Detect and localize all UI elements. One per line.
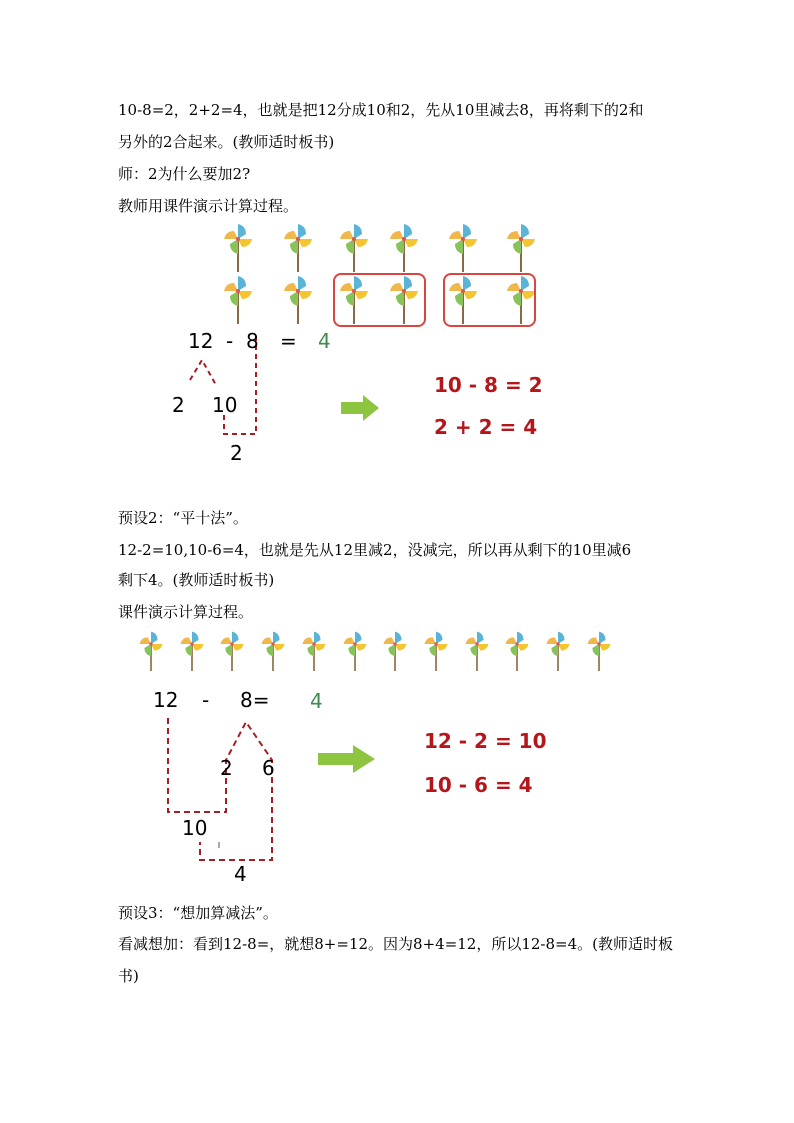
paragraph-4: 教师用课件演示计算过程。	[118, 197, 299, 215]
d1-equation-2: 2 + 2 = 4	[434, 415, 538, 439]
d2-num-8-equals: 8=	[240, 688, 270, 712]
d2-equation-1: 12 - 2 = 10	[424, 729, 547, 753]
d1-part-10: 10	[212, 393, 238, 417]
paragraph-2: 另外的2合起来。(教师适时板书)	[118, 133, 335, 151]
d2-part-2: 2	[220, 756, 233, 780]
d1-answer: 4	[318, 329, 331, 353]
d2-answer: 4	[310, 689, 323, 713]
arrow-2	[318, 745, 375, 773]
d1-equation-1: 10 - 8 = 2	[434, 373, 543, 397]
d2-minus: -	[202, 688, 210, 712]
d2-equation-2: 10 - 6 = 4	[424, 773, 533, 797]
paragraph-7: 剩下4。(教师适时板书)	[118, 571, 275, 589]
paragraph-11: 书)	[118, 967, 139, 985]
d1-num-12: 12	[188, 329, 214, 353]
d1-remainder-2: 2	[230, 441, 243, 465]
d2-num-12: 12	[153, 688, 179, 712]
paragraph-1: 10-8=2，2+2=4，也就是把12分成10和2，先从10里减去8，再将剩下的2和	[118, 101, 644, 119]
d1-part-2: 2	[172, 393, 185, 417]
paragraph-10: 看减想加：看到12-8=，就想8+=12。因为8+4=12，所以12-8=4。(教师适时板	[118, 935, 674, 953]
paragraph-9: 预设3：“想加算减法”。	[118, 904, 278, 922]
paragraph-6: 12-2=10,10-6=4，也就是先从12里减2，没减完，所以再从剩下的10里减6	[118, 541, 632, 559]
d1-equals: =	[280, 329, 297, 353]
d2-result-4: 4	[234, 862, 247, 886]
d1-minus: -	[226, 329, 234, 353]
paragraph-8: 课件演示计算过程。	[118, 603, 254, 621]
paragraph-5: 预设2：“平十法”。	[118, 509, 248, 527]
paragraph-3: 师：2为什么要加2?	[118, 165, 251, 183]
d2-part-6: 6	[262, 756, 275, 780]
d1-num-8: 8	[246, 329, 259, 353]
d2-num-10: 10	[182, 816, 208, 840]
